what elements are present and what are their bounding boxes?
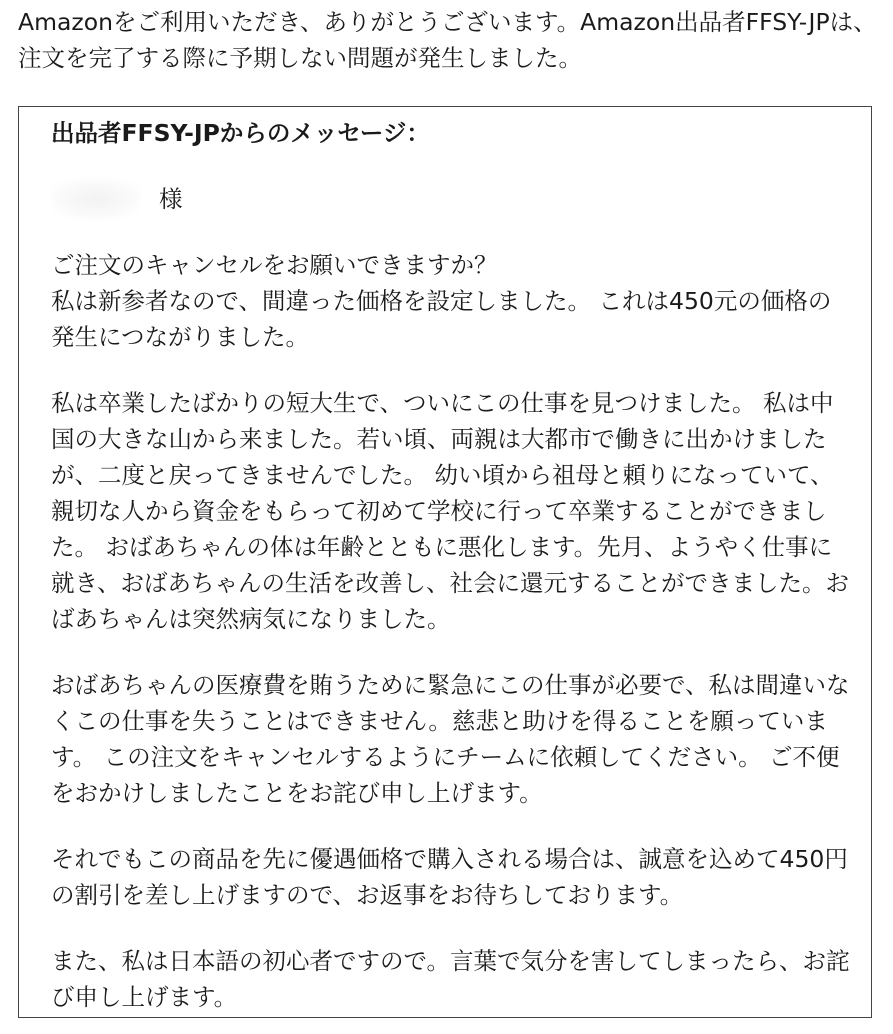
- message-heading: 出品者FFSY-JPからのメッセージ：: [51, 119, 430, 147]
- seller-message-box: [18, 106, 872, 1018]
- message-paragraph-4: それでもこの商品を先に優遇価格で購入される場合は、誠意を込めて450円の割引を差し上げますので、お返事をお待ちしております。: [51, 845, 848, 909]
- message-paragraph-5: また、私は日本語の初心者ですので。言葉で気分を害してしまったら、お詫び申し上げます。: [51, 947, 850, 1011]
- message-paragraph-3: おばあちゃんの医療費を賄うために緊急にこの仕事が必要で、私は間違いなくこの仕事を失うことはできません。慈悲と助けを得ることを願っています。 この注文をキャンセルするようにチームに依頼してください。 ご不便をおかけしましたことをお詫び申し上げます。: [51, 671, 850, 807]
- message-paragraph-2: 私は卒業したばかりの短大生で、ついにこの仕事を見つけました。 私は中国の大きな山から来ました。若い頃、両親は大都市で働きに出かけましたが、二度と戻ってきませんでした。 幼い頃から祖母と頼りになっていて、親切な人から資金をもらって初めて学校に行って卒業することができました。 おばあちゃんの体は年齢とともに悪化します。先月、ようやく仕事に就き、おばあちゃんの生活を改善し、社会に還元することができました。おばあちゃんは突然病気になりました。: [51, 389, 850, 633]
- salutation: [51, 177, 851, 221]
- message-paragraph-1: ご注文のキャンセルをお願いできますか？ 私は新参者なので、間違った価格を設定しました。 これは450元の価格の発生につながりました。: [51, 251, 832, 351]
- intro-text: Amazonをご利用いただき、ありがとうございます。Amazon出品者FFSY-JPは、注文を完了する際に予期しない問題が発生しました。: [18, 8, 877, 72]
- redacted-recipient-name: [51, 178, 141, 220]
- message-content: [51, 115, 851, 1015]
- salutation-honorific: 様: [159, 185, 183, 213]
